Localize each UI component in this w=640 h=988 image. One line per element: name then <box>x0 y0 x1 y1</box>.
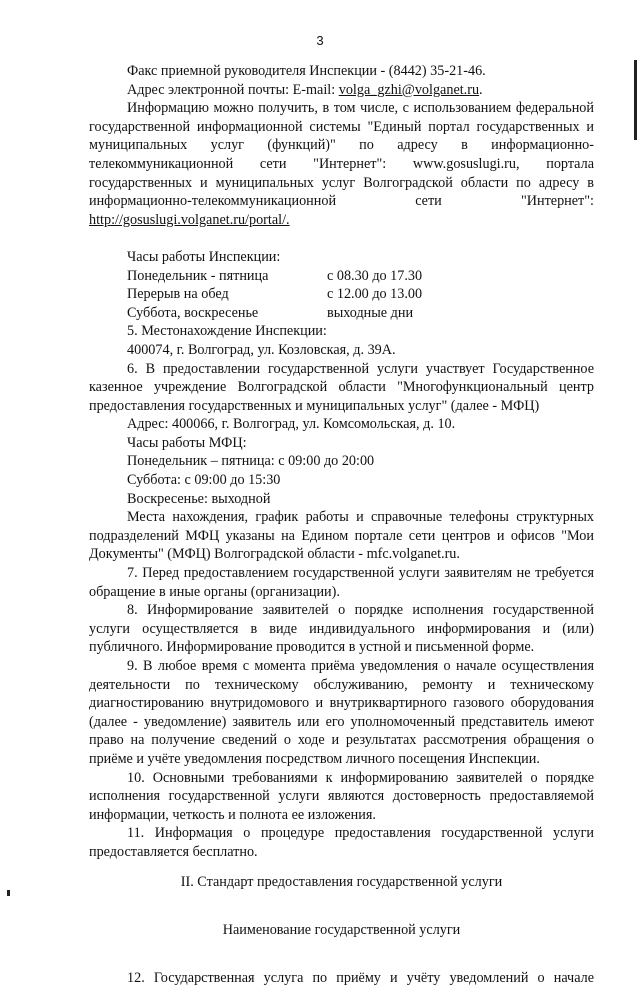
scan-corner-mark <box>7 890 10 896</box>
document-body <box>89 62 594 988</box>
hours-row: Суббота, воскресенье выходные дни <box>127 304 414 321</box>
paragraph-8: 8. Информирование заявителей о порядке исполнения государственной услуги осуществляется в виде индивидуального информирования и (или) публичного. Информирование проводится в устной и письменной форме. <box>89 602 594 656</box>
email-link[interactable]: volga_gzhi@volganet.ru <box>338 81 480 98</box>
paragraph-mfc: 6. В предоставлении государственной услуги участвует Государственное казенное учреждение Волгоградской области "Многофункциональный центр предоставления государственных и муниципальных услуг" (далее - МФЦ) Адрес: 400066, г. Волгоград, ул. Комсомольская, д. 10. Часы работы МФЦ: Понедельник – пятница: с 09:00 до 20:00 Суббота: с 09:00 до 15:30 Воскресенье: выходной <box>89 360 594 507</box>
paragraph-9: 9. В любое время с момента приёма уведомления о начале осуществления деятельности по техническому обслуживанию, ремонту и техническому диагностированию внутридомового и внутриквартирного газового оборудования (далее - уведомление) заявитель или его уполномоченный представитель имеют право на получение сведений о ходе и результатах рассмотрения обращения о приёме и учёте уведомления посредством личного посещения Инспекции. <box>89 658 594 767</box>
location-title: 5. Местонахождение Инспекции: <box>127 323 327 340</box>
paragraph-12: 12. Государственная услуга по приёму и учёту уведомлений о начале <box>127 969 594 986</box>
hours-title: Часы работы Инспекции: <box>127 248 281 265</box>
hours-row: Перерыв на обед с 12.00 до 13.00 <box>127 286 423 303</box>
hours-row: Понедельник - пятница с 08.30 до 17.30 <box>127 267 423 284</box>
location-address: 400074, г. Волгоград, ул. Козловская, д. 39А. <box>127 341 396 358</box>
scan-edge-mark <box>634 60 637 140</box>
paragraph-11: 11. Информация о процедуре предоставления государственной услуги предоставляется бесплатно. <box>89 825 594 860</box>
paragraph-10: 10. Основными требованиями к информированию заявителей о порядке исполнения государственной услуги являются достоверность предоставляемой информации, четкость и полнота ее изложения. <box>89 769 594 823</box>
gosuslugi-line: телекоммуникационной сети "Интернет": www.gosuslugi.ru, портала <box>89 155 594 172</box>
fax-line: Факс приемной руководителя Инспекции - (8442) 35-21-46. <box>127 63 486 79</box>
section-title: II. Стандарт предоставления государственной услуги <box>180 873 503 890</box>
subsection-title: Наименование государственной услуги <box>222 921 461 938</box>
page-number: 3 <box>316 33 324 48</box>
email-line: Адрес электронной почты: E-mail: volga_gzhi@volganet.ru. <box>127 81 483 98</box>
paragraph-7: 7. Перед предоставлением государственной услуги заявителям не требуется обращение в иные органы (организации). <box>89 565 594 600</box>
paragraph-portal-info: Информацию можно получить, в том числе, с использованием федеральной государственной информационной системы "Единый портал государственных и муниципальных услуг (функций)" по адресу в информационно- телекоммуникационной сети "Интернет": www.gosuslugi.ru, портала государственных и муниципальных услуг Волгоградской области по адресу в информационно-телекоммуникационной сети "Интернет": http://gosuslugi.volganet.ru/portal/. <box>89 100 594 228</box>
inspection-hours <box>89 248 594 322</box>
regional-portal-link[interactable]: http://gosuslugi.volganet.ru/portal/. <box>89 211 290 228</box>
paragraph-mfc-places: Места нахождения, график работы и справочные телефоны структурных подразделений МФЦ указаны на Едином портале сети центров и офисов "Мои Документы" (МФЦ) Волгоградской области - mfc.volganet.ru. <box>89 509 594 563</box>
